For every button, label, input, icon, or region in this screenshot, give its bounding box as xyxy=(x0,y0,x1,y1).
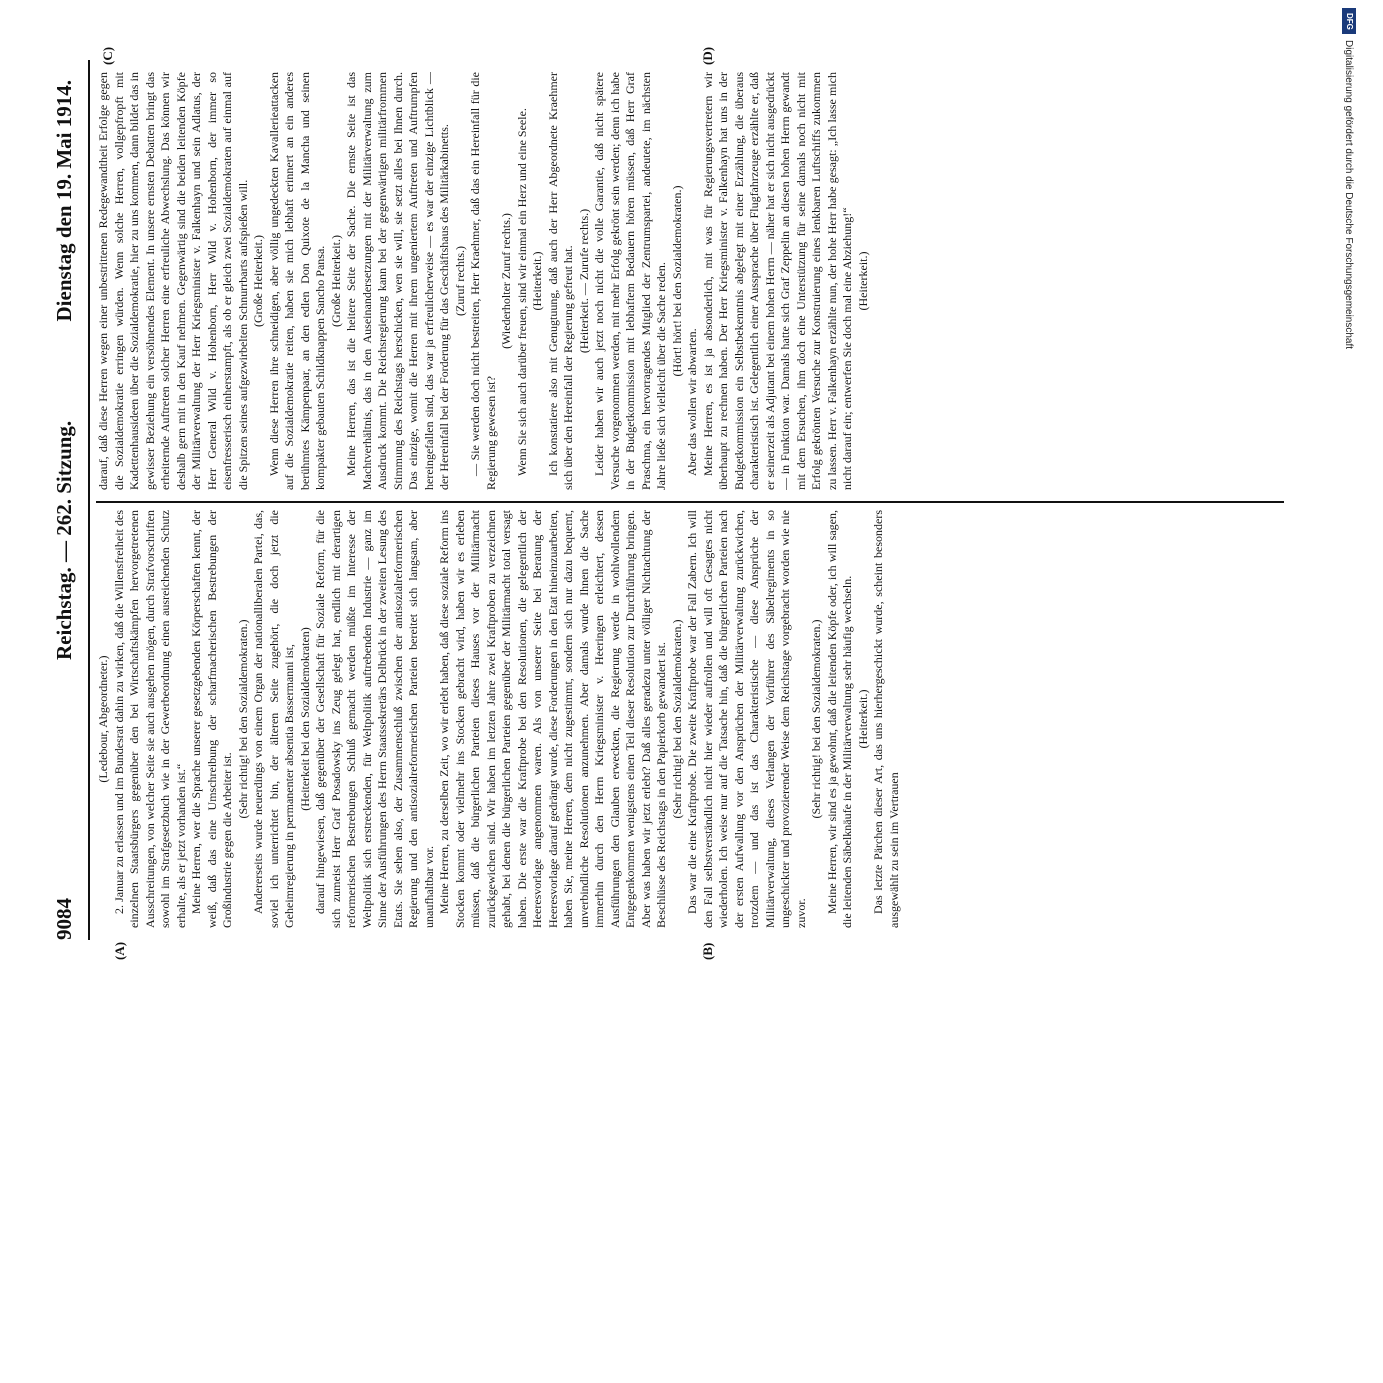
right-interjection: (Wiederholter Zuruf rechts.) xyxy=(499,213,513,349)
left-paragraph: Das letzte Pärchen dieser Art, das uns hierhergeschickt wurde, scheint besonders ausgewählt zu sein im Vertrauen xyxy=(871,510,901,928)
left-paragraph: Andererseits wurde neuerdings von einem Organ der nationalliberalen Partei, das, soviel ich unterrichtet bin, der älteren Seite zugehört, die doch jetzt die Geheimregierung in permanenter absentia Bassermanni ist, xyxy=(251,510,296,928)
right-paragraph: darauf, daß diese Herren wegen einer unbestrittenen Redegewandtheit Erfolge gegen die Sozialdemokratie erringen würden. Wenn solche Herren, vollgepfropft mit Kadettenhausideen über die Sozialdemokratie, hier zu uns kommen, dann bildet das in gewisser Beziehung ein versöhnendes Element. In unsere ernsten Debatten bringt das erheiternde Auftreten solcher Herren eine erfreuliche Abwechslung. Das können wir deshalb gern mit in den Kauf nehmen. Gegenwärtig sind die beiden leitenden Köpfe der Militärverwaltung der Herr Kriegsminister v. Falkenhayn und sein Adlatus, der Herr General Wild v. Hohenborn, Herr Wild v. Hohenborn, der immer so eisenfresserisch einherstampft, als ob er gleich zwei Sozialdemokraten auf einmal auf die Spitzen seines aufgezwirbelten Schnurrbarts aufspießen will. xyxy=(96,72,250,490)
left-interjection: (Heiterkeit.) xyxy=(855,689,870,749)
right-paragraph: Leider haben wir auch jetzt noch nicht die volle Garantie, daß nicht spätere Versuche vorgenommen werden, mit mehr Erfolg gekrönt sein werden; denn ich habe in der Budgetkommission mit lebhaftem Bedauern hören müssen, daß Herr Graf Praschma, ein hervorragendes Mitglied der Zentrumspartei, andeutete, im nächsten Jahre ließe sich vielleicht über die Sache reden. xyxy=(592,72,668,490)
right-interjection: (Hört! hört! bei den Sozialdemokraten.) xyxy=(669,185,684,377)
dfg-logo: DFG xyxy=(1342,8,1356,34)
left-interjection: (Ledebour, Abgeordneter.) xyxy=(96,655,110,783)
left-paragraph: Meine Herren, wer die Sprache unserer gesetzgebenden Körperschaften kennt, der weiß, daß das eine Umschreibung der scharfmacherischen Bestrebungen der Großindustrie gegen die Arbeiter ist. xyxy=(189,510,234,928)
margin-mark-c: (C) xyxy=(100,46,115,65)
right-interjection: (Zuruf rechts.) xyxy=(452,246,467,316)
right-paragraph: Wenn diese Herren ihre schneidigen, aber völlig ungedeckten Kavallerieattacken auf die Sozialdemokratie reiten, haben sie mich lebhaft erinnert an ein anderes berühmtes Kämpenpaar, an den edlen Don Quixote de la Mancha und seinen kompakter gebauten Schildknappen Sancho Pansa. xyxy=(266,72,327,490)
right-column xyxy=(96,72,1284,490)
right-paragraph: Wenn Sie sich auch darüber freuen, sind wir einmal ein Herz und eine Seele. xyxy=(514,108,529,476)
left-interjection: (Sehr richtig! bei den Sozialdemokraten.) xyxy=(669,619,684,819)
right-interjection: (Große Heiterkeit.) xyxy=(251,235,265,327)
right-interjection: (Große Heiterkeit.) xyxy=(328,235,343,327)
page-header xyxy=(52,60,92,940)
left-interjection: (Sehr richtig! bei den Sozialdemokraten.) xyxy=(235,619,250,819)
digitization-note: Digitalisierung gefördert durch die Deutsche Forschungsgemeinschaft xyxy=(1343,40,1354,350)
right-interjection: (Heiterkeit. — Zurufe rechts.) xyxy=(576,208,591,354)
left-interjection: (Sehr richtig! bei den Sozialdemokraten.) xyxy=(809,619,823,819)
right-paragraph: Meine Herren, es ist ja absonderlich, mit was für Regierungsvertretern wir überhaupt zu rechnen haben. Der Herr Kriegsminister v. Falkenhayn hat uns in der Budgetkommission ein Selbstbekenntnis abgelegt mit einer Erzählung, die überaus charakteristisch ist. Gelegentlich einer Aussprache über Flugfahrzeuge erzählte er, daß er seinerzeit als Adjutant bei einem hohen Herrn — näher hat er sich nicht ausgedrückt — in Funktion war. Damals hatte sich Graf Zeppelin an diesen hohen Herrn gewandt mit dem Ersuchen, ihm doch eine Unterstützung für seine damals noch nicht mit Erfolg gekrönten Versuche zur Konstruierung eines lenkbaren Luftschiffs zukommen zu lassen. Herr v. Falkenhayn erzählte nun, der hohe Herr habe gesagt: „Ich lasse mich nicht darauf ein; entwerfen Sie doch mal eine Abziehung!“ xyxy=(700,72,854,490)
margin-mark-b: (B) xyxy=(700,942,715,960)
left-column xyxy=(96,510,1284,928)
right-paragraph: Ich konstatiere also mit Genugtuung, daß auch der Herr Abgeordnete Kraehmer sich über den Hereinfall der Regierung gefreut hat. xyxy=(545,72,575,490)
right-interjection: (Heiterkeit.) xyxy=(855,251,870,311)
left-paragraph: Das war die eine Kraftprobe. Die zweite Kraftprobe war der Fall Zabern. Ich will den Fall selbstverständlich nicht hier wieder aufrollen und will oft Gesagtes nicht wiederholen. Ich weise nur auf die Tatsache hin, daß die bürgerlichen Parteien nach der ersten Aufwallung vor den Ansprüchen der Militärverwaltung zurückwichen, trotzdem — und das ist das Charakteristische — diese Ansprüche der Militärverwaltung, dieses Verlangen der Vorführer des Säbelregiments in so ungeschickter und provozierender Weise dem Reichstage vorgebracht worden wie nie zuvor. xyxy=(685,510,808,928)
margin-mark-d: (D) xyxy=(700,46,715,65)
left-paragraph: darauf hingewiesen, daß gegenüber der Gesellschaft für Soziale Reform, für die sich zumeist Herr Graf Posadowsky ins Zeug gelegt hat, endlich mit derartigen reformerischen Bestrebungen Schluß gemacht werden müßte im Interesse der Weltpolitik sich erstreckenden, für Weltpolitik auftrebenden Industrie — ganz im Sinne der Ausführungen des Herrn Staatssekretärs Delbrück in der zweiten Lesung des Etats. Sie sehen also, der Zusammenschluß zwischen der antisozialreformerischen Regierung und den antisozialreformerischen Parteien bereitet sich langsam, aber unaufhaltbar vor. xyxy=(313,510,436,928)
right-paragraph: Aber das wollen wir abwarten. xyxy=(685,328,699,476)
margin-mark-a: (A) xyxy=(112,941,127,960)
left-interjection: (Heiterkeit bei den Sozialdemokraten) xyxy=(297,627,312,811)
session-date: Dienstag den 19. Mai 1914. xyxy=(52,80,76,322)
left-paragraph: 2. Januar zu erlassen und im Bundesrat dahin zu wirken, daß die Willensfreiheit des einzelnen Staatsbürgers gegenüber den bei Wirtschaftskämpfen hervorgetretenen Ausschreitungen, von welcher Seite sie auch ausgehen mögen, durch Strafvorschriften sowohl im Strafgesetzbuch wie in der Gewerbeordnung einen ausreichenden Schutz erhalte, als er jetzt vorhanden ist.“ xyxy=(111,510,188,928)
session-title: Reichstag. — 262. Sitzung. xyxy=(52,420,76,660)
right-paragraph: Meine Herren, das ist die heitere Seite der Sache. Die ernste Seite ist das Machtverhältnis, das in den Auseinandersetzungen mit der Militärverwaltung zum Ausdruck kommt. Die Reichsregierung kann bei der gegenwärtigen militärfrommen Stimmung des Reichstags herschicken, wen sie will, sie setzt alles bei Ihnen durch. Das einzige, womit die Herren mit ihrem ungeniertem Auftreten und Auftrumpfen hereingefallen sind, das war ja erfreulicherweise — es war der einzige Lichtblick — der Hereinfall bei der Forderung für das Geschäftshaus des Militärkabinetts. xyxy=(344,72,451,490)
right-interjection: (Heiterkeit.) xyxy=(530,251,544,311)
header-rule xyxy=(88,60,90,940)
column-divider xyxy=(96,501,1284,503)
left-paragraph: Meine Herren, zu derselben Zeit, wo wir erlebt haben, daß diese soziale Reform ins Stocken kommt oder vielmehr ins Stocken gebracht wird, haben wir es erleben müssen, daß die bürgerlichen Parteien dieses Hauses vor der Militärmacht zurückgewichen sind. Wir haben im letzten Jahre zwei Kraftproben zu verzeichnen gehabt, bei denen die bürgerlichen Parteien gegenüber der Militärmacht total versagt haben. Die erste war die Kraftprobe bei den Resolutionen, die gelegentlich der Heeresvorlage angenommen waren. Als von unserer Seite bei Beratung der Heeresvorlage darauf gedrängt wurde, diese Forderungen in den Etat hineinzuarbeiten, haben Sie, meine Herren, dem nicht zugestimmt, sondern sich nur dazu bequemt, unverbindliche Resolutionen anzunehmen. Aber damals wurde Ihnen die Sache immerhin durch den Herrn Kriegsminister v. Heeringen erleichtert, dessen Ausführungen den Glauben erweckten, die Regierung werde in wohlwollendem Entgegenkommen wenigstens einen Teil dieser Resolution zur Durchführung bringen. Aber was haben wir jetzt erlebt? Daß alles geradezu unter völliger Nichtachtung der Beschlüsse des Reichstags in den Papierkorb gewandert ist. xyxy=(437,510,668,928)
page-number: 9084 xyxy=(52,898,76,940)
right-paragraph: — Sie werden doch nicht bestreiten, Herr Kraehmer, daß das ein Hereinfall für die Regierung gewesen ist? xyxy=(468,72,498,490)
left-paragraph: Meine Herren, wir sind es ja gewohnt, daß die leitenden Köpfe oder, ich will sagen, die leitenden Säbelknäufe in der Militärverwaltung sehr häufig wechseln. xyxy=(824,510,854,928)
